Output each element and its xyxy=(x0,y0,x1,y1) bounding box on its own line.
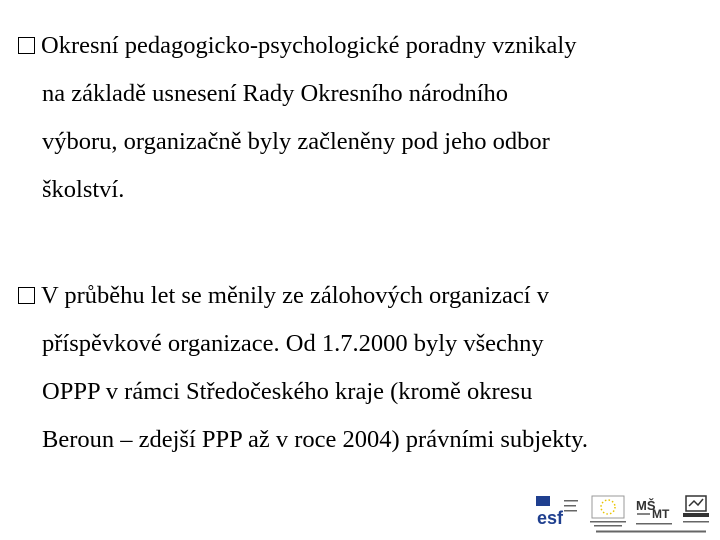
svg-text:esf: esf xyxy=(537,508,564,528)
checkbox-bullet-icon xyxy=(18,287,35,304)
bullet-line: OPPP v rámci Středočeského kraje (kromě okresu xyxy=(42,378,533,405)
logo-tagline-icon xyxy=(596,529,706,534)
op-program-logo-icon xyxy=(680,494,712,528)
esf-logo-icon xyxy=(536,494,580,528)
bullet-line: výboru, organizačně byly začleněny pod jeho odbor xyxy=(42,128,550,155)
bullet-paragraph-1 xyxy=(18,22,716,214)
bullet-line xyxy=(18,272,716,320)
bullet-line: Beroun – zdejší PPP až v roce 2004) právními subjekty. xyxy=(42,426,588,453)
bullet-line xyxy=(18,22,716,70)
checkbox-bullet-icon xyxy=(18,37,35,54)
svg-text:MŠ: MŠ xyxy=(636,498,656,513)
bullet-line: na základě usnesení Rady Okresního národního xyxy=(42,80,509,107)
footer-logo-strip xyxy=(536,494,716,536)
svg-text:MT: MT xyxy=(652,507,670,521)
bullet-line: příspěvkové organizace. Od 1.7.2000 byly všechny xyxy=(42,330,544,357)
bullet-text: V průběhu let se měnily ze zálohových organizací v xyxy=(41,282,549,309)
bullet-line: školství. xyxy=(42,176,125,203)
eu-flag-icon xyxy=(588,494,628,528)
bullet-paragraph-2 xyxy=(18,272,716,464)
bullet-text: Okresní pedagogicko-psychologické poradny vznikaly xyxy=(41,32,577,59)
msmt-logo-icon xyxy=(634,494,674,528)
